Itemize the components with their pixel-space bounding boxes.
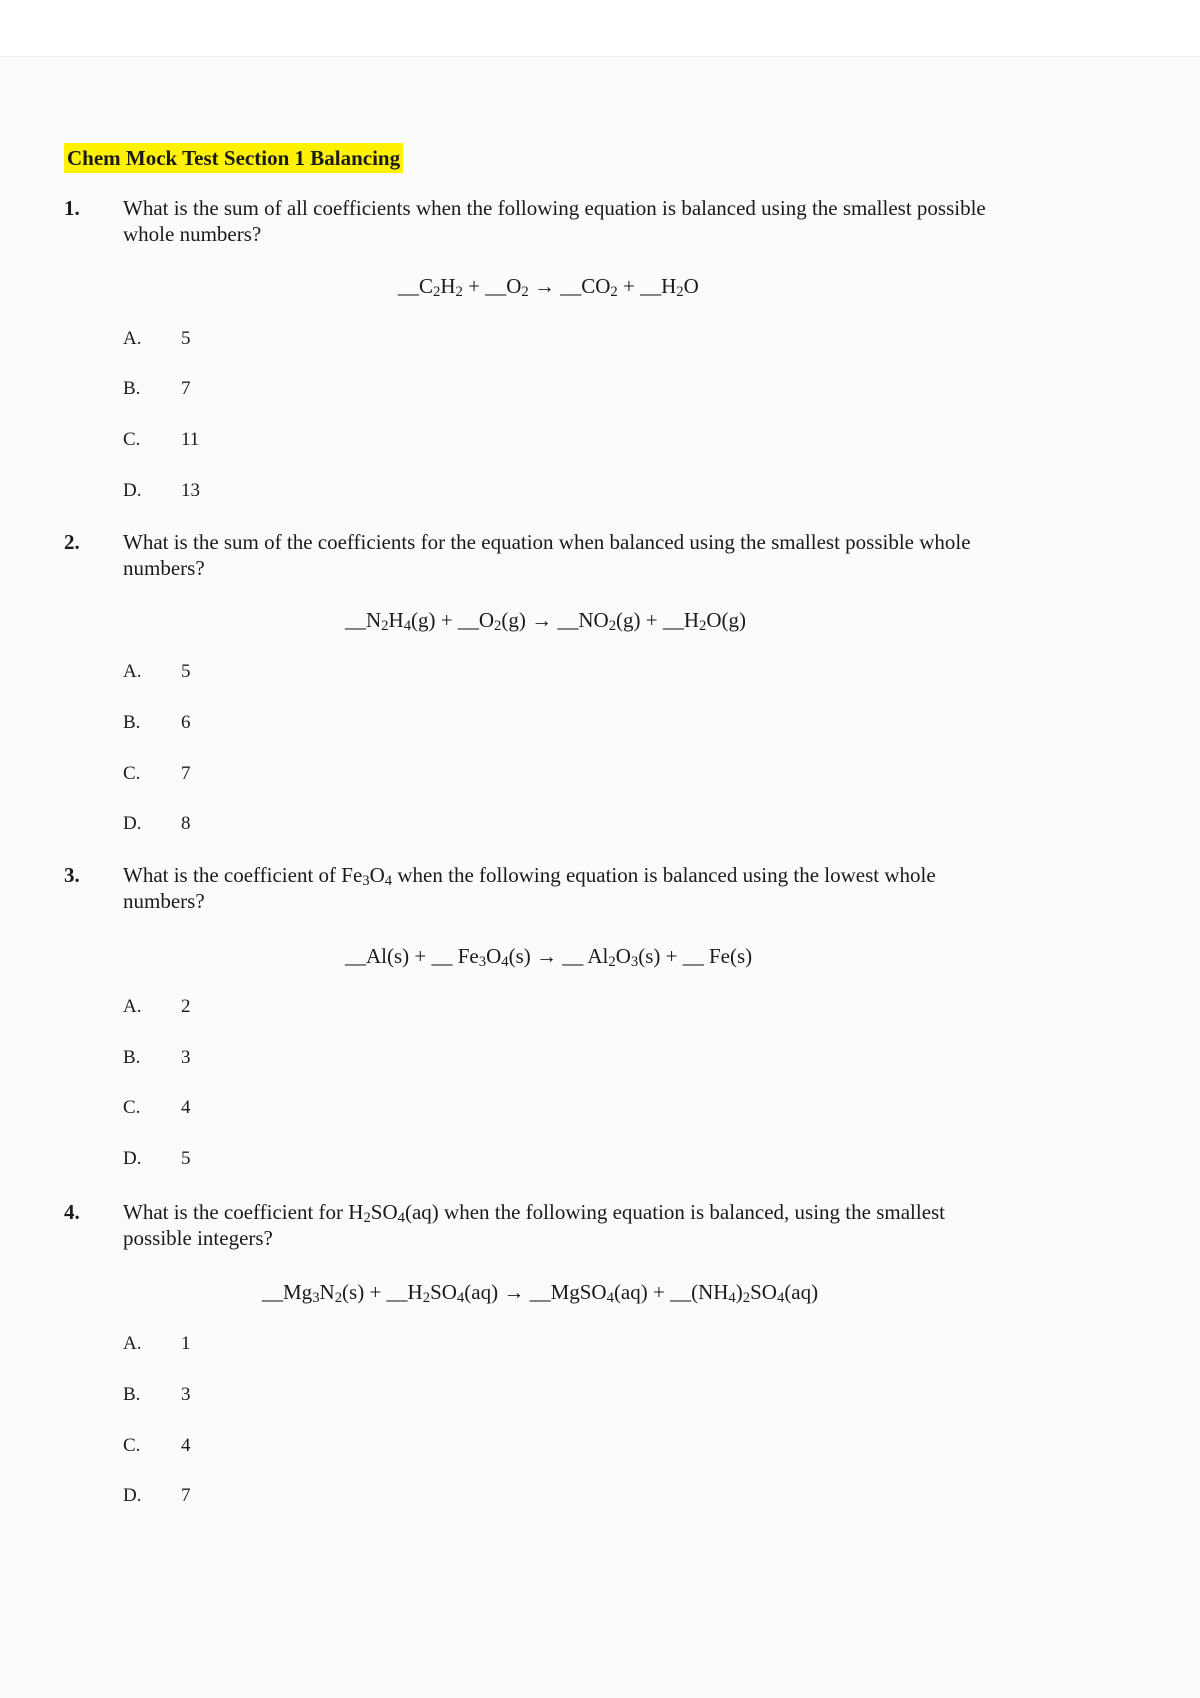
option-value: 11 [181,429,200,450]
option-value: 7 [181,763,191,784]
equation-2: $\_\_N_2H_4(g)$ + $\_\_O_2(g)$ → $\_\_NO_2(g)$ + $\_\_H_2O(g)$ [345,608,747,634]
question-text-line: possible integers? [123,1226,273,1250]
option-value: 4 [181,1435,191,1456]
option-letter: B. [123,712,141,733]
option-value: 7 [181,1485,191,1506]
option-2a[interactable] [123,660,191,684]
option-letter: B. [123,378,141,399]
option-1d[interactable] [123,479,200,503]
option-value: 5 [181,1148,191,1169]
question-text-line: whole numbers? [123,222,262,246]
option-value: 7 [181,378,191,399]
option-letter: A. [123,328,142,349]
option-2b[interactable] [123,711,191,735]
option-4d[interactable] [123,1484,191,1508]
option-1c[interactable] [123,428,199,452]
option-letter: A. [123,996,142,1017]
option-value: 4 [181,1097,191,1118]
option-3d[interactable] [123,1147,191,1171]
equation-3: __Al(s) + __ $Fe_3O_4(s)$ → __ $Al_2O_3(s)$ + __ Fe(s) [345,944,753,970]
option-letter: A. [123,661,142,682]
question-text-line: numbers? [123,556,205,580]
option-letter: C. [123,1435,141,1456]
option-letter: D. [123,813,142,834]
option-letter: C. [123,763,141,784]
question-text [123,195,1123,247]
option-value: 13 [181,480,200,501]
question-text-line: numbers? [123,889,205,913]
option-letter: D. [123,1485,142,1506]
question-text [123,1199,1123,1251]
question-text-line: What is the sum of the coefficients for the equation when balanced using the smallest possible whole [123,530,971,554]
option-value: 2 [181,996,191,1017]
option-value: 5 [181,661,191,682]
option-value: 8 [181,813,191,834]
option-4b[interactable] [123,1383,191,1407]
option-2d[interactable] [123,812,191,836]
question-number: 4. [64,1200,80,1224]
option-4c[interactable] [123,1434,191,1458]
question-text-line: What is the coefficient for $H_2SO_4(aq)$ when the following equation is balanced, using the smallest [123,1200,946,1226]
option-2c[interactable] [123,762,191,786]
question-number: 2. [64,530,80,554]
option-3b[interactable] [123,1046,191,1070]
option-letter: D. [123,480,142,501]
question-number: 1. [64,196,80,220]
option-letter: C. [123,1097,141,1118]
equation-1: $\_\_C_2H_2$ + $\_\_O_2$ → $\_\_CO_2$ + $\_\_H_2O$ [398,274,699,300]
option-letter: D. [123,1148,142,1169]
option-1b[interactable] [123,377,191,401]
option-value: 1 [181,1333,191,1354]
option-value: 3 [181,1047,191,1068]
option-letter: C. [123,429,141,450]
equation-4: $\_\_Mg_3N_2(s)$ + $\_\_H_2SO_4(aq)$ → __MgSO$_4$(aq) + $\_\_(NH_4)_2SO_4(aq)$ [262,1280,819,1306]
page-title: Chem Mock Test Section 1 Balancing [64,143,403,173]
question-text [123,529,1123,581]
option-4a[interactable] [123,1332,191,1356]
option-3a[interactable] [123,995,191,1019]
question-text-line: What is the coefficient of $Fe_3O_4$ when the following equation is balanced using the lowest whole [123,863,936,889]
question-text-line: What is the sum of all coefficients when the following equation is balanced using the smallest possible [123,196,986,220]
option-1a[interactable] [123,327,191,351]
question-text [123,862,1123,914]
option-value: 6 [181,712,191,733]
option-letter: B. [123,1384,141,1405]
option-value: 5 [181,328,191,349]
option-letter: B. [123,1047,141,1068]
question-number: 3. [64,863,80,887]
option-value: 3 [181,1384,191,1405]
option-3c[interactable] [123,1096,191,1120]
option-letter: A. [123,1333,142,1354]
